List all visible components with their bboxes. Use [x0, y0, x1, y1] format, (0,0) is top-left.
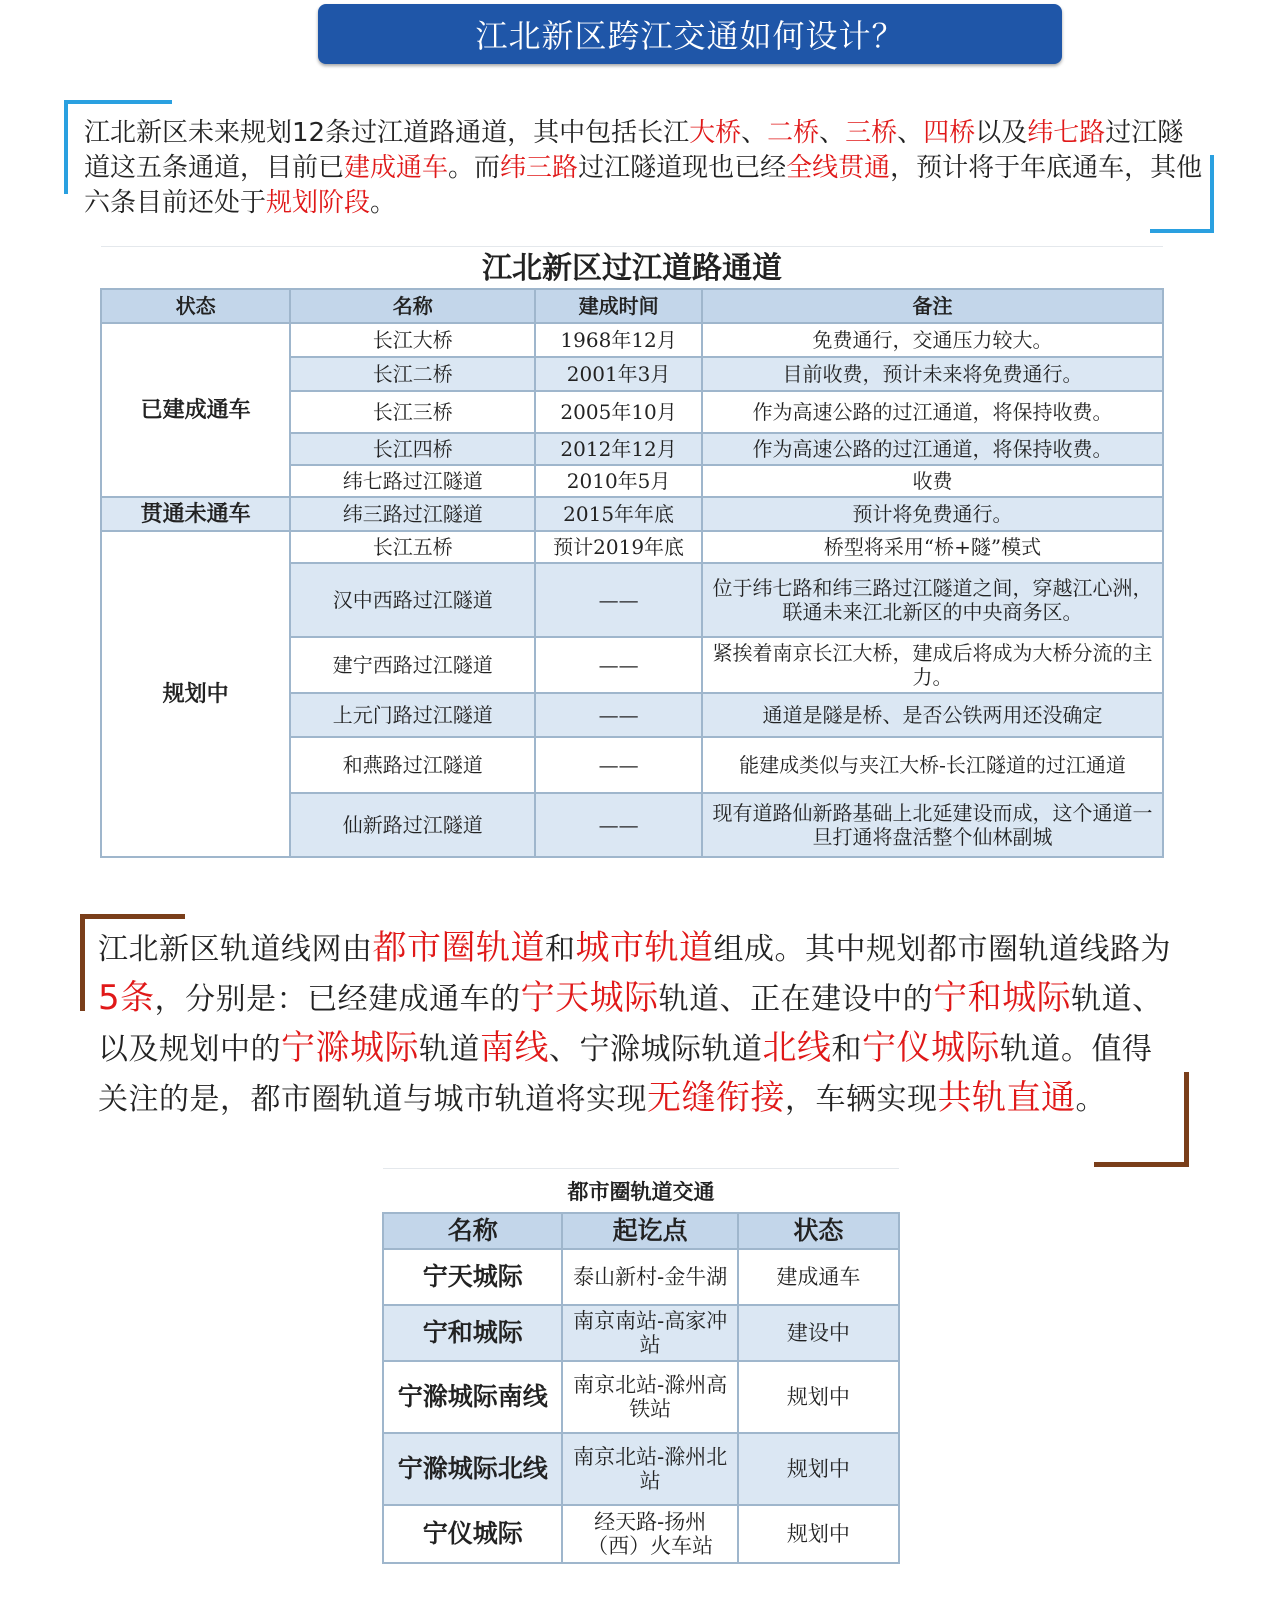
- table-row: [383, 1305, 899, 1361]
- page-title: 江北新区跨江交通如何设计？: [475, 17, 905, 55]
- highlight-text: 宁滁城际: [281, 1028, 419, 1068]
- paragraph-text: 。: [1075, 1082, 1106, 1117]
- name-cell: 汉中西路过江隧道: [290, 563, 535, 637]
- paragraph-text: 和: [831, 1032, 862, 1067]
- paragraph-text: 组成。其中规划都市圈轨道线路为: [713, 932, 1171, 967]
- intro-paragraph: [84, 116, 1204, 221]
- highlight-text: 宁和城际: [933, 978, 1072, 1018]
- paragraph-text: 轨道: [419, 1032, 480, 1067]
- time-cell: 预计2019年底: [535, 531, 702, 563]
- name-cell: 和燕路过江隧道: [290, 737, 535, 793]
- highlight-text: 二桥: [767, 118, 820, 148]
- highlight-text: 宁仪城际: [862, 1028, 1000, 1068]
- note-cell: 作为高速公路的过江通道，将保持收费。: [702, 433, 1163, 465]
- table-row: [383, 1433, 899, 1505]
- note-cell: 桥型将采用“桥+隧”模式: [702, 531, 1163, 563]
- note-cell: 位于纬七路和纬三路过江隧道之间，穿越江心洲，联通未来江北新区的中央商务区。: [702, 563, 1163, 637]
- column-header: 备注: [702, 289, 1163, 323]
- paragraph-text: ，预计将于年底通车，其他六条目前还处于: [84, 153, 1203, 218]
- name-cell: 长江二桥: [290, 357, 535, 391]
- highlight-text: 无缝衔接: [647, 1078, 785, 1118]
- status-cell: 规划中: [738, 1505, 899, 1563]
- time-cell: 2001年3月: [535, 357, 702, 391]
- route-cell: 经天路-扬州（西）火车站: [562, 1505, 737, 1563]
- paragraph-text: 。而: [448, 153, 501, 183]
- note-cell: 紧挨着南京长江大桥，建成后将成为大桥分流的主力。: [702, 637, 1163, 693]
- paragraph-text: 、: [741, 118, 768, 148]
- name-cell: 长江大桥: [290, 323, 535, 357]
- time-cell: 2012年12月: [535, 433, 702, 465]
- column-header: 名称: [290, 289, 535, 323]
- note-cell: 能建成类似与夹江大桥-长江隧道的过江通道: [702, 737, 1163, 793]
- status-cell: 建设中: [738, 1305, 899, 1361]
- time-cell: ——: [535, 637, 702, 693]
- highlight-text: 城市轨道: [575, 928, 714, 968]
- paragraph-text: 。: [370, 188, 397, 218]
- paragraph-text: 轨道、正在建设中的: [658, 982, 934, 1017]
- paragraph-text: 轨道、以及规划中的: [98, 982, 1163, 1067]
- name-cell: 纬七路过江隧道: [290, 465, 535, 497]
- name-cell: 宁仪城际: [383, 1505, 562, 1563]
- status-cell: 规划中: [738, 1361, 899, 1433]
- highlight-text: 三桥: [845, 118, 898, 148]
- note-cell: 收费: [702, 465, 1163, 497]
- paragraph-text: 和: [545, 932, 576, 967]
- name-cell: 仙新路过江隧道: [290, 793, 535, 857]
- highlight-text: 全线贯通: [786, 153, 891, 183]
- status-cell: 规划中: [738, 1433, 899, 1505]
- column-header: 起讫点: [562, 1213, 737, 1249]
- highlight-text: 南线: [480, 1028, 549, 1068]
- column-header: 建成时间: [535, 289, 702, 323]
- highlight-text: 共轨直通: [937, 1078, 1076, 1118]
- paragraph-text: 过江隧道现也已经: [578, 153, 787, 183]
- highlight-text: 5条: [98, 978, 155, 1018]
- name-cell: 宁天城际: [383, 1249, 562, 1305]
- metro-rail-table: [382, 1168, 900, 1564]
- paragraph-text: 、: [819, 118, 846, 148]
- paragraph-text: 江北新区轨道线网由: [98, 932, 373, 967]
- note-cell: 预计将免费通行。: [702, 497, 1163, 531]
- time-cell: ——: [535, 737, 702, 793]
- name-cell: 宁和城际: [383, 1305, 562, 1361]
- route-cell: 南京北站-滁州高铁站: [562, 1361, 737, 1433]
- name-cell: 长江四桥: [290, 433, 535, 465]
- route-cell: 南京北站-滁州北站: [562, 1433, 737, 1505]
- highlight-text: 规划阶段: [266, 188, 371, 218]
- route-cell: 南京南站-高家冲站: [562, 1305, 737, 1361]
- rail-paragraph: [98, 924, 1178, 1124]
- name-cell: 宁滁城际北线: [383, 1433, 562, 1505]
- highlight-text: 都市圈轨道: [372, 928, 545, 968]
- route-cell: 泰山新村-金牛湖: [562, 1249, 737, 1305]
- note-cell: 现有道路仙新路基础上北延建设而成，这个通道一旦打通将盘活整个仙林副城: [702, 793, 1163, 857]
- table-row: [383, 1361, 899, 1433]
- paragraph-text: 、: [897, 118, 924, 148]
- name-cell: 上元门路过江隧道: [290, 693, 535, 737]
- name-cell: 长江三桥: [290, 391, 535, 433]
- name-cell: 纬三路过江隧道: [290, 497, 535, 531]
- time-cell: ——: [535, 563, 702, 637]
- column-header: 状态: [738, 1213, 899, 1249]
- time-cell: 2015年年底: [535, 497, 702, 531]
- time-cell: ——: [535, 793, 702, 857]
- highlight-text: 建成通车: [344, 153, 449, 183]
- table-caption: 江北新区过江道路通道: [101, 247, 1163, 289]
- paragraph-text: ，车辆实现: [785, 1082, 938, 1117]
- highlight-text: 宁天城际: [520, 978, 659, 1018]
- time-cell: 1968年12月: [535, 323, 702, 357]
- column-header: 名称: [383, 1213, 562, 1249]
- paragraph-text: 过江隧道这五条通道，目前已: [84, 118, 1184, 183]
- highlight-text: 纬七路: [1027, 118, 1106, 148]
- table-row: [383, 1249, 899, 1305]
- table-row: [101, 323, 1163, 357]
- title-banner: [318, 4, 1062, 64]
- table-row: [101, 531, 1163, 563]
- name-cell: 长江五桥: [290, 531, 535, 563]
- note-cell: 作为高速公路的过江通道，将保持收费。: [702, 391, 1163, 433]
- highlight-text: 北线: [762, 1028, 832, 1068]
- highlight-text: 纬三路: [500, 153, 579, 183]
- status-cell: 贯通未通车: [101, 497, 290, 531]
- note-cell: 免费通行，交通压力较大。: [702, 323, 1163, 357]
- name-cell: 宁滁城际南线: [383, 1361, 562, 1433]
- time-cell: 2010年5月: [535, 465, 702, 497]
- table-row: [101, 497, 1163, 531]
- road-crossings-table: [100, 246, 1164, 858]
- highlight-text: 四桥: [923, 118, 976, 148]
- paragraph-text: ，分别是：已经建成通车的: [154, 982, 521, 1017]
- paragraph-text: 轨道。值得关注的是，都市圈轨道与城市轨道将实现: [98, 1032, 1153, 1117]
- paragraph-text: 、宁滁城际轨道: [549, 1032, 763, 1067]
- paragraph-text: 以及: [975, 118, 1028, 148]
- table-row: [383, 1505, 899, 1563]
- name-cell: 建宁西路过江隧道: [290, 637, 535, 693]
- note-cell: 通道是隧是桥、是否公铁两用还没确定: [702, 693, 1163, 737]
- column-header: 状态: [101, 289, 290, 323]
- table-caption: 都市圈轨道交通: [383, 1169, 899, 1213]
- highlight-text: 大桥: [689, 118, 742, 148]
- time-cell: ——: [535, 693, 702, 737]
- status-cell: 已建成通车: [101, 323, 290, 497]
- note-cell: 目前收费，预计未来将免费通行。: [702, 357, 1163, 391]
- paragraph-text: 江北新区未来规划12条过江道路通道，其中包括长江: [84, 118, 690, 148]
- status-cell: 规划中: [101, 531, 290, 857]
- time-cell: 2005年10月: [535, 391, 702, 433]
- status-cell: 建成通车: [738, 1249, 899, 1305]
